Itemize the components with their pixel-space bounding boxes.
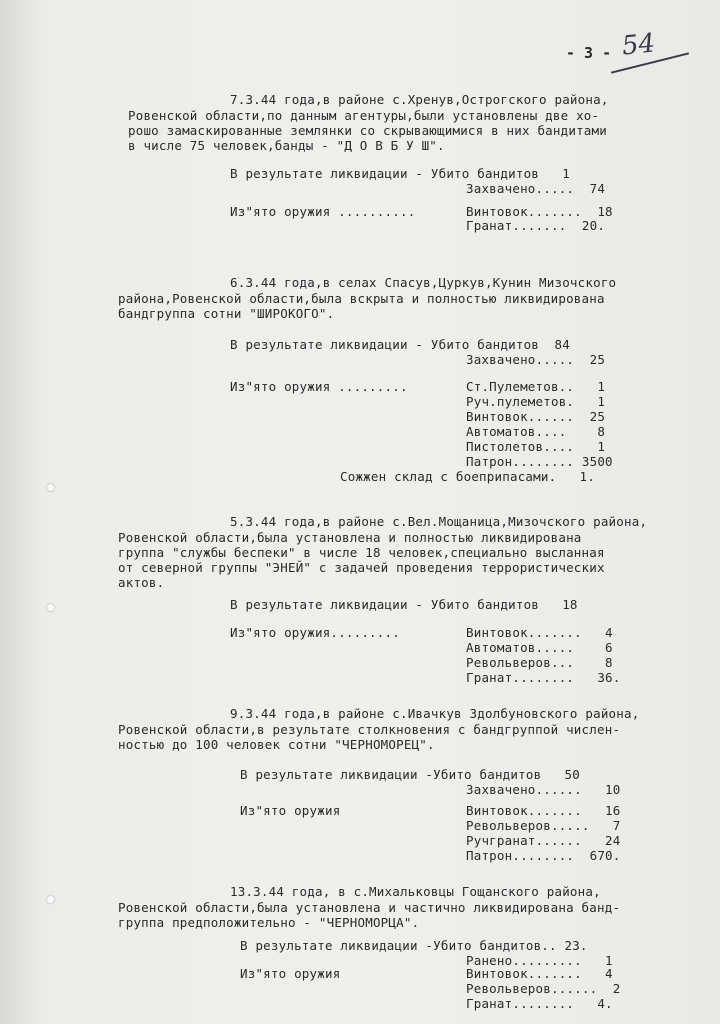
text-line: В результате ликвидации -Убито бандитов.. 23. xyxy=(240,938,588,953)
text-line: Захвачено...... 10 xyxy=(466,782,621,797)
text-line: Гранат....... 20. xyxy=(466,218,606,233)
text-line: Винтовок....... 18 xyxy=(466,204,613,219)
text-line: Автоматов..... 6 xyxy=(466,640,613,655)
text-line: Захвачено..... 25 xyxy=(466,352,606,367)
text-line: группа предположительно - "ЧЕРНОМОРЦА". xyxy=(118,915,420,930)
text-line: Ровенской области,была установлена и частично ликвидирована банд- xyxy=(118,900,621,915)
text-line: Ручгранат...... 24 xyxy=(466,833,621,848)
text-line: Из"ято оружия......... xyxy=(230,625,400,640)
text-line: Гранат........ 36. xyxy=(466,670,621,685)
punch-hole-bottom xyxy=(47,896,54,903)
text-line: актов. xyxy=(118,575,165,590)
text-line: от северной группы "ЭНЕЙ" с задачей проведения террористических xyxy=(118,560,605,575)
text-line: Винтовок...... 25 xyxy=(466,409,606,424)
text-line: Револьверов...... 2 xyxy=(466,981,621,996)
text-line: Револьверов..... 7 xyxy=(466,818,621,833)
text-line: Автоматов.... 8 xyxy=(466,424,606,439)
text-line: В результате ликвидации - Убито бандитов 84 xyxy=(230,337,570,352)
text-line: Сожжен склад с боеприпасами. 1. xyxy=(340,469,595,484)
text-line: Ранено......... 1 xyxy=(466,953,613,968)
text-line: Винтовок....... 4 xyxy=(466,625,613,640)
text-line: Ст.Пулеметов.. 1 xyxy=(466,379,606,394)
text-line: Руч.пулеметов. 1 xyxy=(466,394,606,409)
typed-page-number: - 3 - xyxy=(566,44,612,62)
text-line: 5.3.44 года,в районе с.Вел.Мощаница,Мизочского района, xyxy=(230,514,648,529)
text-line: бандгруппа сотни "ШИРОКОГО". xyxy=(118,306,335,321)
text-line: рошо замаскированные землянки со скрывающимися в них бандитами xyxy=(128,123,607,138)
text-line: Захвачено..... 74 xyxy=(466,181,606,196)
text-line: группа "службы беспеки" в числе 18 человек,специально высланная xyxy=(118,545,605,560)
text-line: Винтовок....... 4 xyxy=(466,966,613,981)
text-line: В результате ликвидации -Убито бандитов 50 xyxy=(240,767,580,782)
punch-hole-middle xyxy=(47,604,54,611)
text-line: Из"ято оружия .......... xyxy=(230,204,416,219)
text-line: Пистолетов.... 1 xyxy=(466,439,606,454)
text-line: Патрон........ 3500 xyxy=(466,454,613,469)
text-line: ностью до 100 человек сотни "ЧЕРНОМОРЕЦ". xyxy=(118,737,435,752)
text-line: В результате ликвидации - Убито бандитов 1 xyxy=(230,166,570,181)
text-line: Ровенской области,по данным агентуры,были установлены две хо- xyxy=(128,108,600,123)
text-line: 9.3.44 года,в районе с.Ивачкув Здолбуновского района, xyxy=(230,706,640,721)
text-line: Ровенской области,в результате столкновения с бандгруппой числен- xyxy=(118,722,621,737)
text-line: В результате ликвидации - Убито бандитов 18 xyxy=(230,597,578,612)
text-line: Из"ято оружия xyxy=(240,966,341,981)
text-line: Из"ято оружия xyxy=(240,803,341,818)
text-line: Патрон........ 670. xyxy=(466,848,621,863)
text-line: Винтовок....... 16 xyxy=(466,803,621,818)
text-line: Гранат........ 4. xyxy=(466,996,613,1011)
text-line: Из"ято оружия ......... xyxy=(230,379,408,394)
punch-hole-top xyxy=(47,484,54,491)
text-line: 13.3.44 года, в с.Михальковцы Гощанского района, xyxy=(230,884,601,899)
handwritten-page-number: 54 xyxy=(620,28,657,62)
text-line: Револьверов... 8 xyxy=(466,655,613,670)
text-line: 6.3.44 года,в селах Спасув,Цуркув,Кунин Мизочского xyxy=(230,275,617,290)
text-line: в числе 75 человек,банды - "Д О В Б У Ш". xyxy=(128,138,445,153)
text-line: района,Ровенской области,была вскрыта и полностью ликвидирована xyxy=(118,291,605,306)
text-line: 7.3.44 года,в районе с.Хренув,Острогского района, xyxy=(230,92,609,107)
text-line: Ровенской области,была установлена и полностью ликвидирована xyxy=(118,530,582,545)
